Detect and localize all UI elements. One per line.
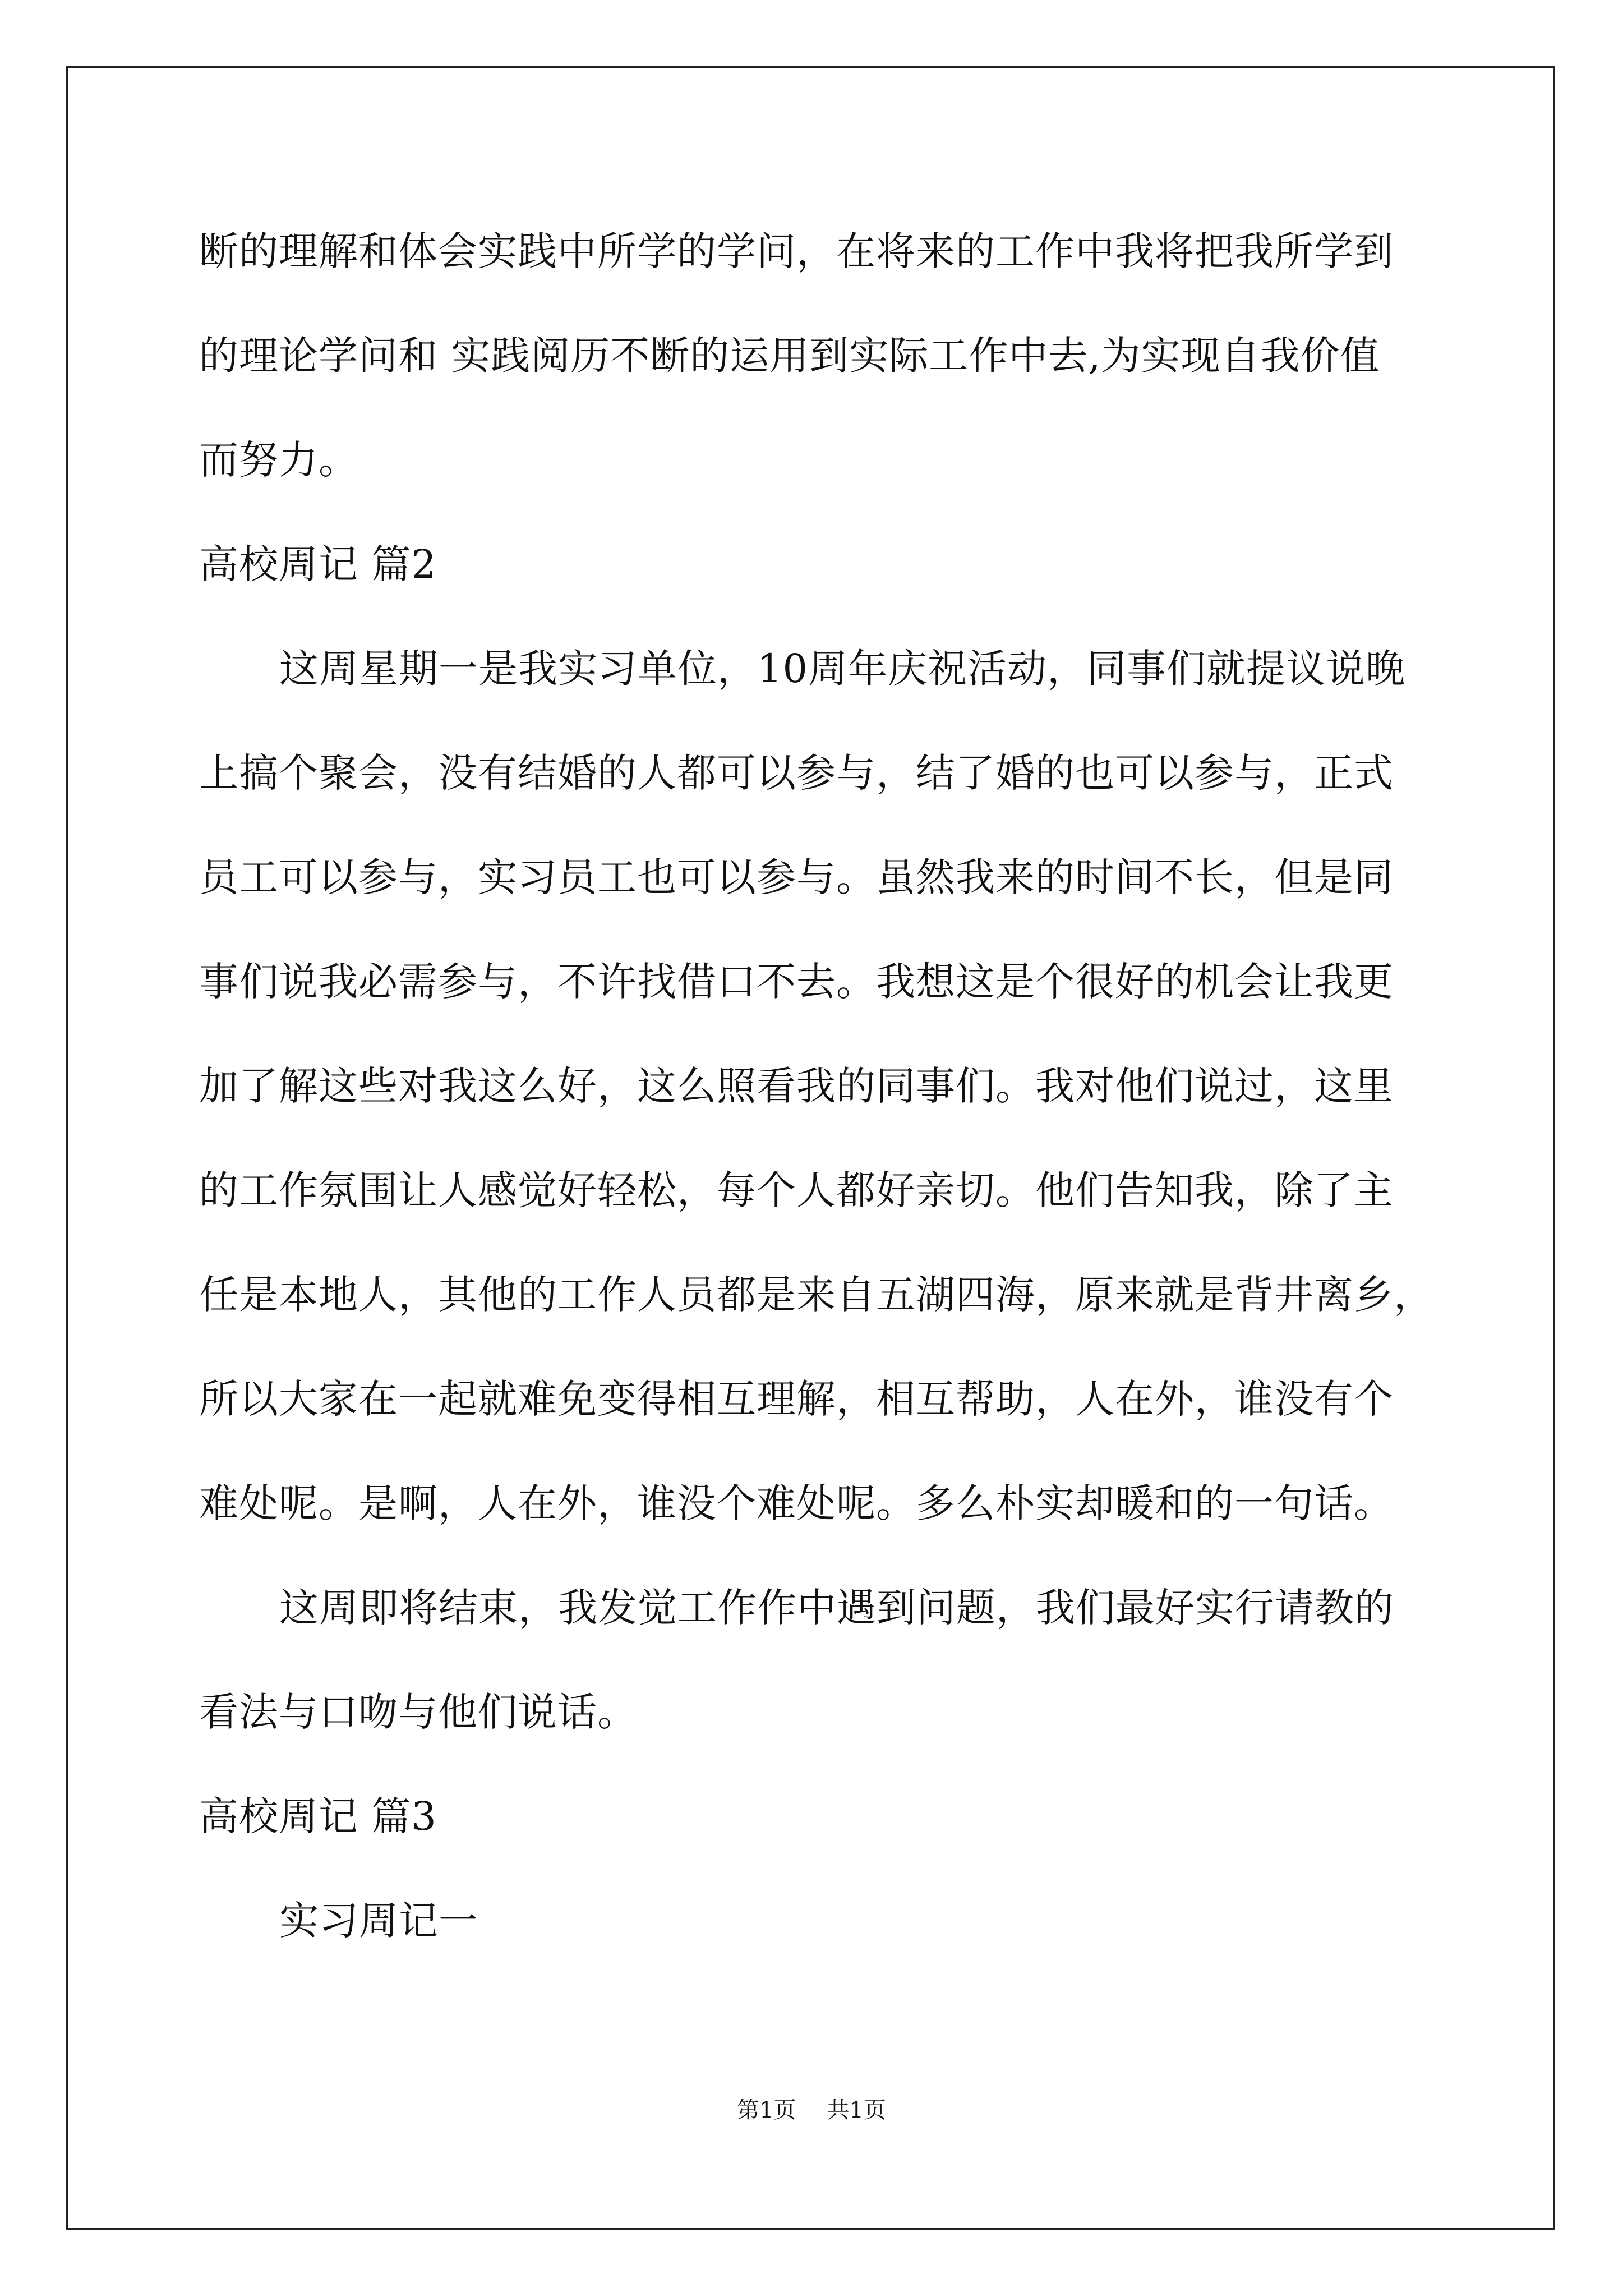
section-heading: 高校周记 篇2 [199,541,437,587]
body-line: 看法与口吻与他们说话。 [199,1689,637,1735]
body-line: 的工作氛围让人感觉好轻松，每个人都好亲切。他们告知我，除了主 [199,1167,1394,1213]
body-line: 所以大家在一起就难免变得相互理解，相互帮助，人在外，谁没有个 [199,1376,1394,1422]
body-line: 加了解这些对我这么好，这么照看我的同事们。我对他们说过，这里 [199,1063,1394,1109]
body-line: 难处呢。是啊，人在外，谁没个难处呢。多么朴实却暖和的一句话。 [199,1480,1394,1526]
body-line: 事们说我必需参与，不许找借口不去。我想这是个很好的机会让我更 [199,959,1394,1005]
page-footer [0,2097,1623,2124]
section-heading: 高校周记 篇3 [199,1793,437,1839]
body-line: 任是本地人，其他的工作人员都是来自五湖四海，原来就是背井离乡， [199,1272,1433,1318]
page-total: 共1页 [827,2097,886,2123]
body-line: 这周即将结束，我发觉工作作中遇到问题，我们最好实行请教的 [279,1585,1394,1631]
body-line: 实习周记一 [279,1898,478,1944]
body-line: 断的理解和体会实践中所学的学问，在将来的工作中我将把我所学到 [199,228,1394,274]
body-line: 的理论学问和 实践阅历不断的运用到实际工作中去,为实现自我价值 [199,333,1380,379]
document-body [199,223,1433,1997]
body-line: 这周星期一是我实习单位，10周年庆祝活动，同事们就提议说晚 [279,646,1406,692]
body-line: 员工可以参与，实习员工也可以参与。虽然我来的时间不长，但是同 [199,854,1394,900]
page-number: 第1页 [737,2097,796,2123]
body-line: 而努力。 [199,437,358,483]
body-line: 上搞个聚会，没有结婚的人都可以参与，结了婚的也可以参与，正式 [199,750,1394,796]
